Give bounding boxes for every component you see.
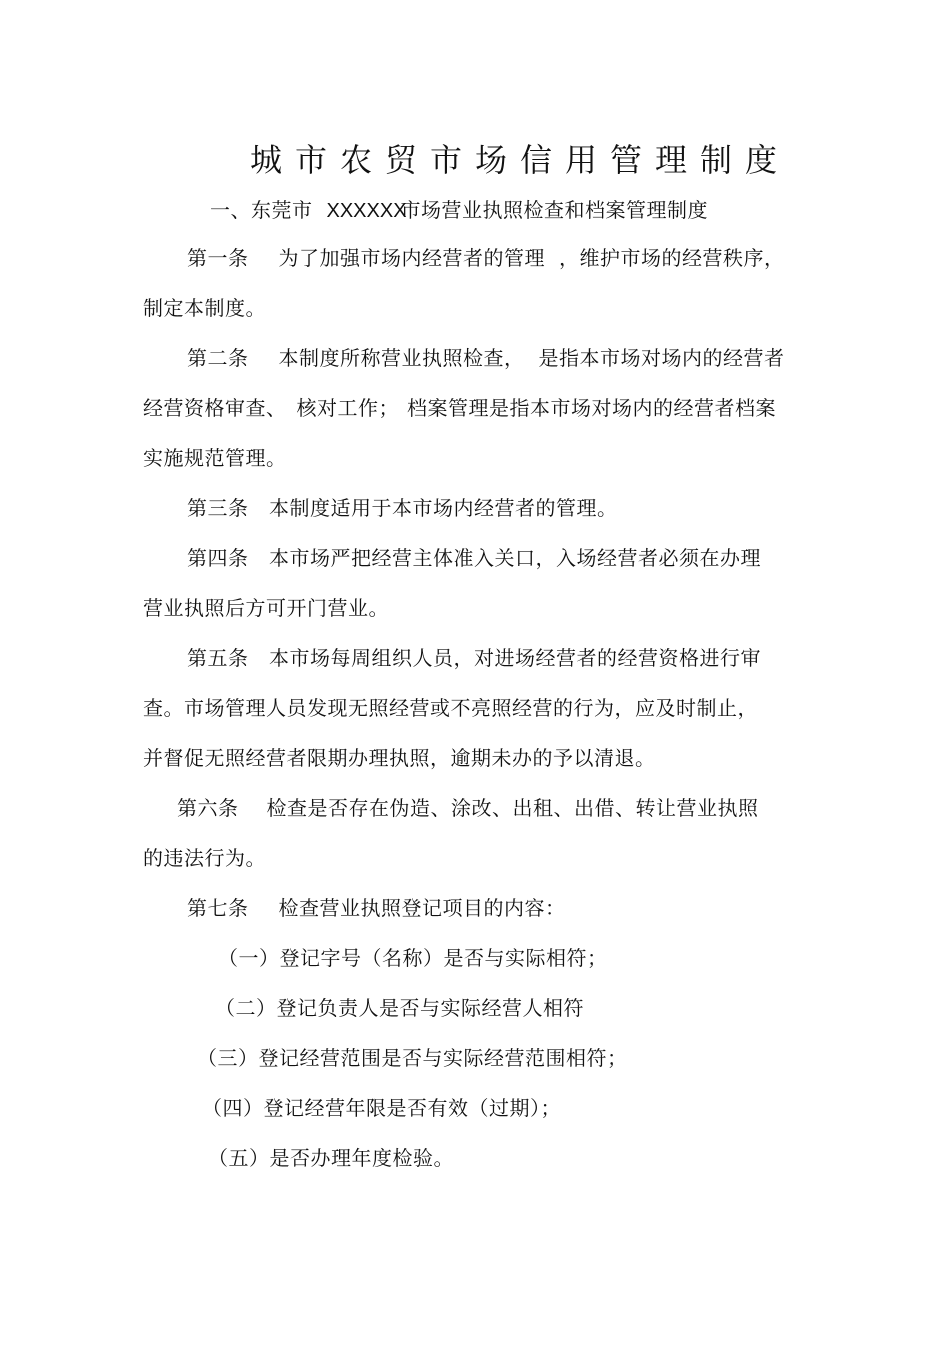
article-5-line-3: 并督促无照经营者限期办理执照，逾期未办的予以清退。 [143,746,656,770]
article-5-line-1: 第五条 本市场每周组织人员，对进场经营者的经营资格进行审 [187,646,761,670]
article-2-text-b: 是指本市场对场内的经营者 [538,346,785,370]
article-2-text-a: 本制度所称营业执照检查， [278,346,525,370]
list-item-4: （四）登记经营年限是否有效（过期）； [202,1096,561,1120]
article-3-line-1: 第三条 本制度适用于本市场内经营者的管理。 [187,496,618,520]
article-2-line-2 [143,396,776,420]
article-2-line-3: 实施规范管理。 [143,446,287,470]
section-rest: 市场营业执照检查和档案管理制度 [400,198,709,222]
article-2-text-c: 经营资格审查、 [143,396,287,420]
article-6-line-1 [177,796,759,820]
article-1-text-a: 为了加强市场内经营者的管理 [278,246,545,270]
article-2-line-1 [187,346,785,370]
document-title: 城市农贸市场信用管理制度 [250,141,791,179]
article-4-line-1: 第四条 本市场严把经营主体准入关口，入场经营者必须在办理 [187,546,761,570]
article-4-line-2: 营业执照后方可开门营业。 [143,596,389,620]
section-heading [210,198,708,223]
article-1-text-b: ，维护市场的经营秩序， [559,246,785,270]
article-1-line-1 [187,246,785,270]
article-7-text-a: 检查营业执照登记项目的内容： [278,896,566,920]
list-item-1: （一）登记字号（名称）是否与实际相符； [218,946,608,970]
article-6-label: 第六条 [177,796,239,820]
article-5-line-2: 查。市场管理人员发现无照经营或不亮照经营的行为，应及时制止， [143,696,758,720]
article-7-label: 第七条 [187,896,249,920]
section-code: XXXXXX [326,200,407,222]
list-item-2: （二）登记负责人是否与实际经营人相符 [215,996,584,1020]
section-prefix: 一、东莞市 [210,198,313,222]
article-2-text-d: 核对工作； [296,396,399,420]
list-item-3: （三）登记经营范围是否与实际经营范围相符； [197,1046,628,1070]
article-2-text-e: 档案管理是指本市场对场内的经营者档案 [407,396,776,420]
article-2-label: 第二条 [187,346,249,370]
article-7-line-1 [187,896,566,920]
article-1-line-2: 制定本制度。 [143,296,266,320]
article-6-text-a: 检查是否存在伪造、涂改、出租、出借、转让营业执照 [266,796,759,820]
article-6-line-2: 的违法行为。 [143,846,266,870]
article-1-label: 第一条 [187,246,249,270]
list-item-5: （五）是否办理年度检验。 [208,1146,454,1170]
